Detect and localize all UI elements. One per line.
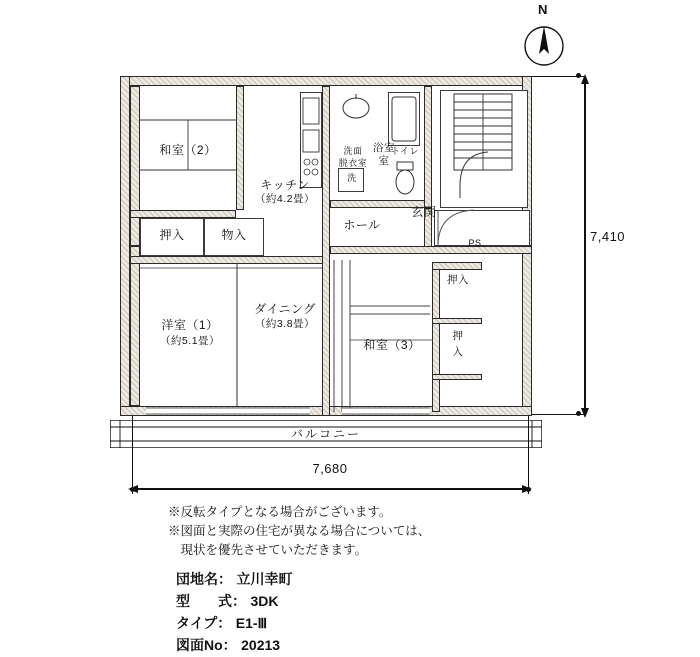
room-sub-kitchen: （約4.2畳）: [254, 193, 316, 205]
dining-partition: [236, 264, 238, 406]
room-label-oshiire2: 押入: [447, 274, 469, 286]
room-label-ps: PS: [468, 238, 482, 248]
room-sub-dining: （約3.8畳）: [254, 318, 316, 330]
room-label-kitchen: キッチン: [260, 178, 310, 192]
room-label-monoire: 物入: [221, 228, 247, 242]
wall-mid-horizontal: [130, 256, 330, 264]
room-label-senmen-sub: 脱衣室: [338, 158, 368, 168]
note-line-2: ※図面と実際の住宅が異なる場合については、: [168, 524, 431, 538]
room-label-yokushitsu-2: 室: [378, 155, 390, 167]
bathtub-icon: [388, 92, 420, 146]
room-label-oshiire3: 押: [452, 330, 464, 342]
wall-exterior-right-lower: [522, 246, 532, 416]
ext-line-left: [132, 416, 133, 494]
info-row-plan: [176, 612, 267, 635]
note-line-1: ※反転タイプとなる場合がございます。: [168, 505, 392, 519]
info-label-type: 型 式：: [176, 593, 246, 609]
room-label-oshiire1: 押入: [159, 228, 185, 242]
info-value-number: 20213: [241, 637, 281, 653]
dim-dot-right: [526, 487, 531, 492]
room-label-hall: ホール: [343, 218, 381, 232]
wall-center-vertical: [322, 86, 330, 416]
info-value-plan: E1-Ⅲ: [235, 615, 268, 631]
info-label-plan: タイプ：: [176, 615, 232, 631]
room-label-washitsu2: 和室（2）: [159, 143, 217, 157]
wall-washitsu2-right: [236, 86, 244, 210]
dimension-height: [560, 70, 630, 422]
room-label-genkan: 玄関: [411, 205, 437, 219]
info-label-number: 図面No：: [176, 637, 237, 653]
note-line-3: 現状を優先させていただきます。: [168, 543, 368, 557]
room-label-washitsu3: 和室（3）: [363, 338, 421, 352]
dimension-height-value: 7,410: [590, 229, 626, 244]
room-label-yokushitsu: 浴室: [373, 142, 395, 154]
wall-interior-left-inner: [130, 86, 140, 246]
info-block: [176, 568, 506, 653]
wall-oshiire2-bottom: [432, 318, 482, 324]
wall-oshiire2-top: [432, 262, 482, 270]
info-row-type: [176, 590, 278, 613]
room-label-youshitsu1: 洋室（1）: [161, 318, 219, 332]
wall-washitsu2-bottom: [130, 210, 236, 218]
room-label-sen: 洗: [347, 173, 357, 183]
info-value-type: 3DK: [250, 593, 279, 609]
room-label-balcony: バルコニー: [290, 427, 361, 441]
north-label: N: [538, 2, 548, 17]
room-label-toilet: トイレ: [390, 146, 420, 156]
room-label-senmen: 洗面: [343, 146, 363, 156]
room-sub-youshitsu1: （約5.1畳）: [159, 335, 221, 347]
windows-bottom: [130, 404, 522, 418]
wall-exterior-left: [120, 76, 130, 416]
info-row-danchi: [176, 568, 292, 591]
info-value-danchi: 立川幸町: [236, 571, 293, 587]
wall-bath-left: [424, 86, 432, 208]
dim-dot-left: [130, 487, 135, 492]
room-label-oshiire3-2: 入: [452, 346, 464, 358]
kitchen-sink-icon: [300, 92, 322, 188]
dim-dot-top: [576, 73, 581, 78]
room-label-dining: ダイニング: [254, 302, 316, 316]
wall-oshiire3-bottom: [432, 374, 482, 380]
ext-line-right: [528, 416, 529, 494]
info-row-number: [176, 634, 280, 657]
dimension-height-arrows: [578, 72, 592, 420]
wall-exterior-top: [120, 76, 532, 86]
dimension-width-value: 7,680: [312, 461, 348, 476]
dim-dot-bottom: [576, 411, 581, 416]
washbasin-icon: [338, 88, 374, 124]
stair-steps-icon: [440, 90, 528, 208]
wall-interior-left-inner2: [130, 246, 140, 406]
dimension-width: [110, 460, 546, 504]
dimension-width-arrows: [124, 482, 536, 496]
info-label-danchi: 団地名：: [176, 571, 232, 587]
